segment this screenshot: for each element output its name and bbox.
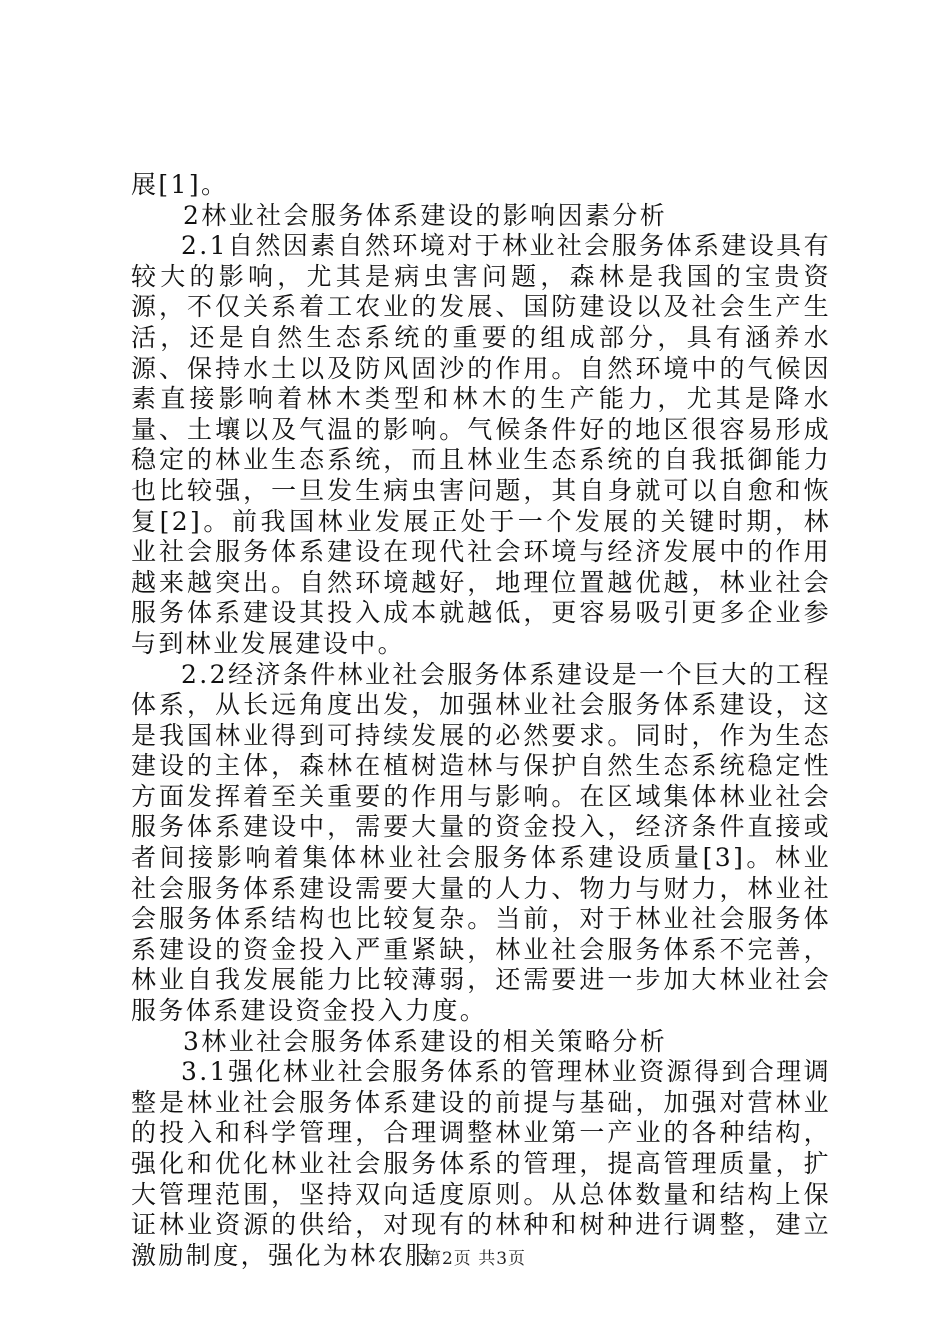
section-heading-2: 2林业社会服务体系建设的影响因素分析 xyxy=(183,200,668,230)
paragraph-3-1-management: 3.1强化林业社会服务体系的管理林业资源得到合理调整是林业社会服务体系建设的前提与基础，加强对营林业的投入和科学管理，合理调整林业第一产业的各种结构，强化和优化林业社会服务体系的管理，提高管理质量，扩大管理范围，坚持双向适度原则。从总体数量和结构上保证林业资源的供给，对现有的林种和树种进行调整，建立激励制度，强化为林农服 xyxy=(131,1057,831,1270)
paragraph-2-2-economic-conditions: 2.2经济条件林业社会服务体系建设是一个巨大的工程体系，从长远角度出发，加强林业社会服务体系建设，这是我国林业得到可持续发展的必然要求。同时，作为生态建设的主体，森林在植树造林与保护自然生态系统稳定性方面发挥着至关重要的作用与影响。在区域集体林业社会服务体系建设中，需要大量的资金投入，经济条件直接或者间接影响着集体林业社会服务体系建设质量[3]。林业社会服务体系建设需要大量的人力、物力与财力，林业社会服务体系结构也比较复杂。当前，对于林业社会服务体系建设的资金投入严重紧缺，林业社会服务体系不完善，林业自我发展能力比较薄弱，还需要进一步加大林业社会服务体系建设资金投入力度。 xyxy=(131,659,831,1026)
document-body xyxy=(131,170,831,1271)
paragraph-2-1-natural-factors: 2.1自然因素自然环境对于林业社会服务体系建设具有较大的影响，尤其是病虫害问题，森林是我国的宝贵资源，不仅关系着工农业的发展、国防建设以及社会生产生活，还是自然生态系统的重要的组成部分，具有涵养水源、保持水土以及防风固沙的作用。自然环境中的气候因素直接影响着林木类型和林木的生产能力，尤其是降水量、土壤以及气温的影响。气候条件好的地区很容易形成稳定的林业生态系统，而且林业生态系统的自我抵御能力也比较强，一旦发生病虫害问题，其自身就可以自愈和恢复[2]。前我国林业发展正处于一个发展的关键时期，林业社会服务体系建设在现代社会环境与经济发展中的作用越来越突出。自然环境越好，地理位置越优越，林业社会服务体系建设其投入成本就越低，更容易吸引更多企业参与到林业发展建设中。 xyxy=(131,231,831,658)
section-heading-3: 3林业社会服务体系建设的相关策略分析 xyxy=(183,1026,668,1056)
paragraph-continuation: 展[1]。 xyxy=(131,170,229,199)
page-number-footer: 第2页 共3页 xyxy=(423,1249,527,1269)
